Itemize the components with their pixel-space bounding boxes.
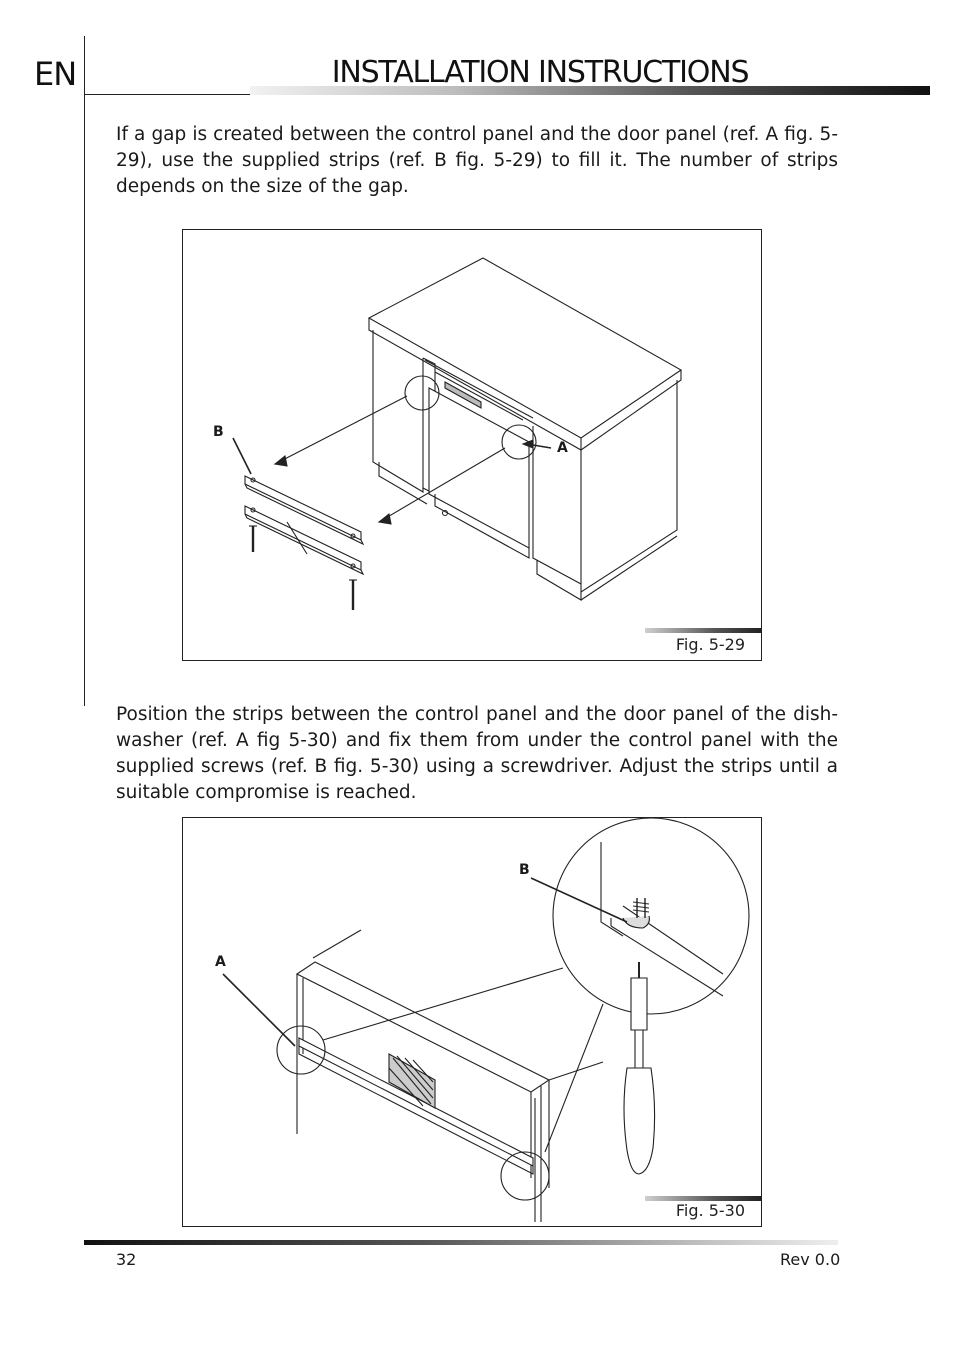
figure-5-30 — [182, 817, 762, 1227]
margin-rule — [84, 36, 85, 706]
callout-a: A — [215, 954, 226, 970]
callout-b: B — [519, 862, 530, 878]
figure-5-29 — [182, 229, 762, 661]
dishwasher-cabinet-illustration — [183, 230, 761, 660]
callout-a: A — [557, 440, 568, 456]
paragraph-gap-strips: If a gap is created between the control panel and the door panel (ref. A fig. 5-29), use the supplied strips (ref. B fig. 5-29) to fill it. The number of strips depends on the size of the gap. — [116, 124, 838, 197]
page-number: 32 — [116, 1250, 137, 1269]
paragraph-position-strips: Position the strips between the control panel and the door panel of the dish-washer (ref. A fig 5-30) and fix them from under the control panel with the supplied screws (ref. B fig. 5-30) using a screwdriver. Adjust the strips until a suitable compromise is reached. — [116, 704, 838, 803]
page-title: INSTALLATION INSTRUCTIONS — [331, 55, 749, 90]
revision-label: Rev 0.0 — [780, 1250, 841, 1269]
footer-rule — [84, 1240, 838, 1245]
header-thin-rule — [84, 94, 250, 95]
strip-fixing-illustration — [183, 818, 761, 1226]
figure-label-bar — [645, 628, 761, 633]
language-code: EN — [34, 55, 77, 93]
figure-label: Fig. 5-29 — [675, 635, 745, 654]
callout-b: B — [213, 424, 224, 440]
figure-label: Fig. 5-30 — [675, 1201, 745, 1220]
